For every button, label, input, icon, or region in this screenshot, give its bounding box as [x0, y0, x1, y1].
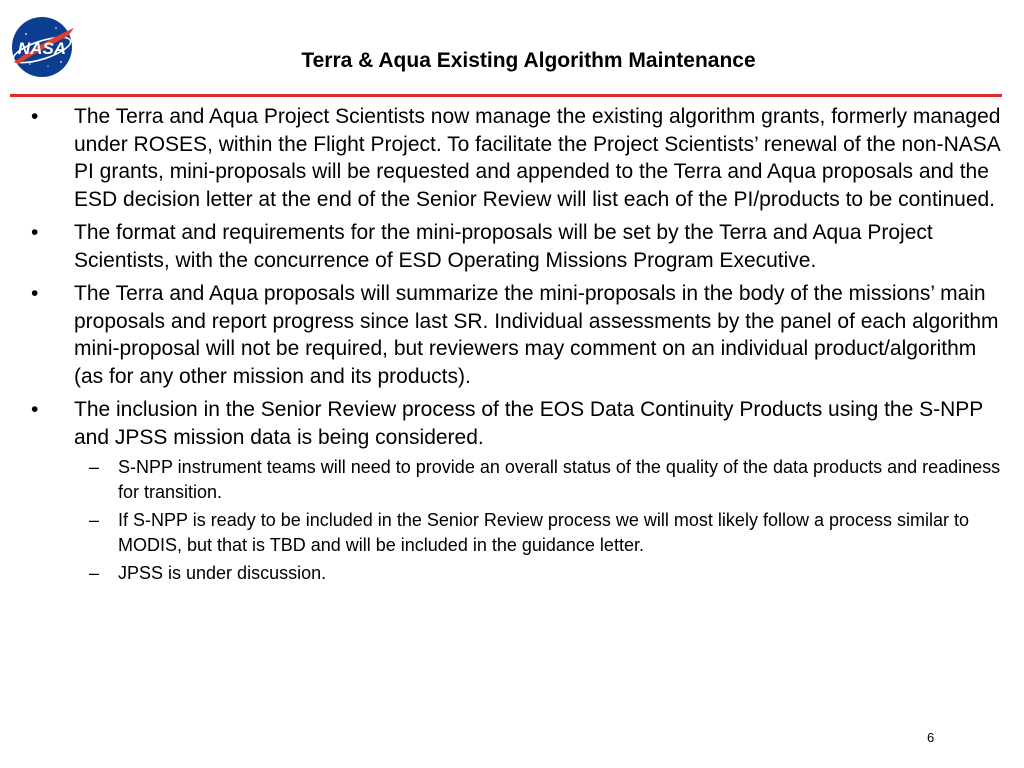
bullet-text: The format and requirements for the mini-proposals will be set by the Terra and Aqua Project Scientists, with the concurrence of ESD Operating Missions Program Executive.: [74, 221, 933, 272]
page-number: 6: [927, 730, 935, 745]
sub-bullet-item: [74, 455, 1004, 504]
bullet-list: [24, 103, 1004, 586]
slide-title: Terra & Aqua Existing Algorithm Maintenance: [301, 49, 756, 72]
svg-text:NASA: NASA: [17, 39, 67, 58]
bullet-item: [24, 280, 1004, 390]
title-divider: [10, 94, 1002, 97]
bullet-text: The Terra and Aqua proposals will summarize the mini-proposals in the body of the missions’ main proposals and report progress since last SR. Individual assessments by the panel of each algorithm mini-proposal will not be required, but reviewers may comment on an individual product/algorithm (as for any other mission and its products).: [74, 282, 999, 388]
bullet-marker: •: [31, 282, 39, 305]
sub-bullet-marker: –: [89, 510, 100, 530]
bullet-marker: •: [31, 221, 39, 244]
sub-bullet-marker: –: [89, 563, 100, 583]
bullet-item: [24, 396, 1004, 586]
bullet-item: [24, 219, 1004, 274]
slide-body: [24, 103, 1004, 592]
sub-bullet-item: [74, 508, 1004, 557]
bullet-marker: •: [31, 398, 39, 421]
sub-bullet-text: If S-NPP is ready to be included in the Senior Review process we will most likely follow a process similar to MODIS, but that is TBD and will be included in the guidance letter.: [118, 510, 970, 555]
sub-bullet-marker: –: [89, 457, 100, 477]
bullet-marker: •: [31, 105, 39, 128]
bullet-item: [24, 103, 1004, 213]
sub-bullet-list: [74, 455, 1004, 586]
bullet-text: The Terra and Aqua Project Scientists now manage the existing algorithm grants, formerly managed under ROSES, within the Flight Project. To facilitate the Project Scientists’ renewal of the non-NASA PI grants, mini-proposals will be requested and appended to the Terra and Aqua proposals and the ESD decision letter at the end of the Senior Review will list each of the PI/products to be continued.: [74, 105, 1001, 211]
bullet-text: The inclusion in the Senior Review process of the EOS Data Continuity Products using the S-NPP and JPSS mission data is being considered.: [74, 398, 983, 449]
sub-bullet-text: JPSS is under discussion.: [118, 563, 327, 583]
sub-bullet-text: S-NPP instrument teams will need to provide an overall status of the quality of the data products and readiness for transition.: [118, 457, 1001, 502]
sub-bullet-item: [74, 561, 1004, 586]
